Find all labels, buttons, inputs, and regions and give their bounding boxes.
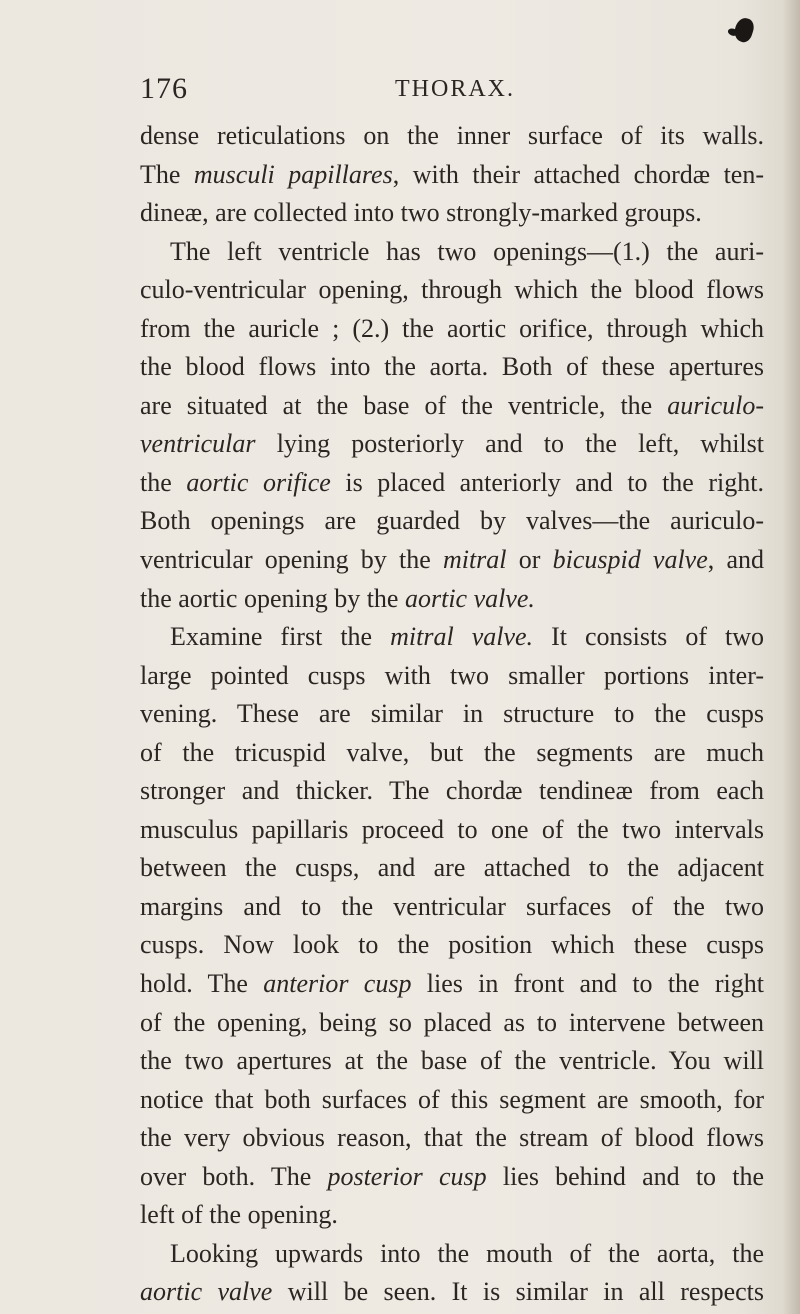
text-line bbox=[140, 1273, 764, 1312]
text-line bbox=[140, 772, 764, 811]
text-segment: of the opening, being so placed as to intervene between bbox=[140, 1007, 764, 1037]
text-line bbox=[140, 156, 764, 195]
text-segment: dense reticulations on the inner surface of its walls. bbox=[140, 121, 764, 150]
text-line bbox=[140, 734, 764, 773]
text-segment: hold. The bbox=[140, 969, 264, 999]
text-line bbox=[140, 541, 764, 580]
body-text bbox=[140, 117, 764, 1312]
text-segment: are situated at the base of the ventricle, the bbox=[140, 390, 668, 420]
text-segment: is placed anteriorly and to the right. bbox=[330, 467, 764, 497]
text-segment: stronger and thicker. The chordæ tendineæ from each bbox=[140, 776, 764, 806]
text-segment: margins and to the ventricular surfaces of the two bbox=[140, 891, 764, 921]
text-line bbox=[140, 1042, 764, 1081]
text-line bbox=[140, 1196, 764, 1235]
text-segment: vening. These are similar in structure to the cusps bbox=[140, 699, 764, 729]
text-line bbox=[140, 1235, 764, 1274]
text-line bbox=[140, 1081, 764, 1120]
text-line bbox=[140, 387, 764, 426]
text-segment: Looking upwards into the mouth of the aorta, the bbox=[170, 1238, 764, 1268]
text-line bbox=[140, 1004, 764, 1043]
text-segment: the bbox=[140, 467, 187, 497]
running-head: THORAX. bbox=[395, 76, 515, 102]
italic-term: mitral valve. bbox=[390, 622, 534, 652]
text-segment: or bbox=[506, 545, 553, 575]
text-segment: notice that both surfaces of this segment are smooth, for bbox=[140, 1084, 764, 1114]
text-segment: the very obvious reason, that the stream of blood flows bbox=[140, 1123, 764, 1153]
text-segment: , with their attached chordæ ten- bbox=[392, 159, 764, 189]
italic-term: mitral bbox=[442, 545, 507, 575]
text-segment: The bbox=[140, 159, 194, 189]
text-segment: It consists of two bbox=[533, 622, 764, 652]
italic-term: bicuspid valve bbox=[552, 545, 708, 575]
italic-term: ventricular bbox=[140, 429, 256, 459]
text-line bbox=[140, 348, 764, 387]
text-segment: of the tricuspid valve, but the segments are much bbox=[140, 737, 764, 767]
text-line bbox=[140, 965, 764, 1004]
text-line bbox=[140, 580, 764, 619]
text-line bbox=[140, 194, 764, 233]
italic-term: musculi papillares bbox=[193, 159, 393, 189]
text-line bbox=[140, 233, 764, 272]
text-segment: culo-ventricular opening, through which the blood flows bbox=[140, 275, 764, 305]
text-line bbox=[140, 811, 764, 850]
text-segment: musculus papillaris proceed to one of the two intervals bbox=[140, 814, 764, 844]
text-segment: left of the opening. bbox=[140, 1200, 338, 1230]
text-segment: , and bbox=[707, 545, 764, 575]
text-segment: the two apertures at the base of the ventricle. You will bbox=[140, 1046, 764, 1076]
italic-term: aortic valve. bbox=[404, 583, 535, 613]
text-line bbox=[140, 888, 764, 927]
text-segment: lies in front and to the right bbox=[411, 969, 764, 999]
text-segment: ventricular opening by the bbox=[140, 545, 443, 575]
text-line bbox=[140, 271, 764, 310]
text-segment: the blood flows into the aorta. Both of these apertures bbox=[140, 352, 764, 382]
ink-blot bbox=[732, 16, 757, 44]
text-line bbox=[140, 310, 764, 349]
text-line bbox=[140, 1158, 764, 1197]
text-segment: The left ventricle has two openings—(1.) the auri- bbox=[170, 236, 764, 266]
text-segment: between the cusps, and are attached to the adjacent bbox=[140, 853, 764, 883]
text-line bbox=[140, 117, 764, 156]
page-number: 176 bbox=[140, 72, 188, 105]
italic-term: posterior cusp bbox=[327, 1161, 487, 1191]
text-line bbox=[140, 1119, 764, 1158]
text-segment: cusps. Now look to the position which these cusps bbox=[140, 930, 764, 960]
italic-term: auriculo- bbox=[667, 390, 764, 420]
text-segment: lies behind and to the bbox=[486, 1161, 765, 1191]
text-line bbox=[140, 464, 764, 503]
text-segment: dineæ, are collected into two strongly-marked groups. bbox=[140, 198, 702, 228]
text-segment: will be seen. It is similar in all respects bbox=[272, 1277, 765, 1307]
text-segment: lying posteriorly and to the left, whilst bbox=[255, 429, 764, 459]
text-segment: over both. The bbox=[140, 1161, 328, 1191]
text-line bbox=[140, 849, 764, 888]
text-segment: Both openings are guarded by valves—the auriculo- bbox=[140, 506, 764, 536]
text-line bbox=[140, 502, 764, 541]
italic-term: anterior cusp bbox=[263, 969, 412, 999]
italic-term: aortic valve bbox=[140, 1277, 273, 1307]
text-line bbox=[140, 926, 764, 965]
text-segment: large pointed cusps with two smaller portions inter- bbox=[140, 660, 764, 690]
page-edge-shadow bbox=[782, 0, 800, 1314]
text-line bbox=[140, 618, 764, 657]
page-header bbox=[0, 72, 800, 112]
italic-term: aortic orifice bbox=[186, 467, 331, 497]
text-segment: the aortic opening by the bbox=[140, 583, 405, 613]
text-line bbox=[140, 425, 764, 464]
text-line bbox=[140, 695, 764, 734]
text-segment: Examine first the bbox=[170, 622, 391, 652]
text-segment: from the auricle ; (2.) the aortic orifice, through which bbox=[140, 313, 764, 343]
text-line bbox=[140, 657, 764, 696]
